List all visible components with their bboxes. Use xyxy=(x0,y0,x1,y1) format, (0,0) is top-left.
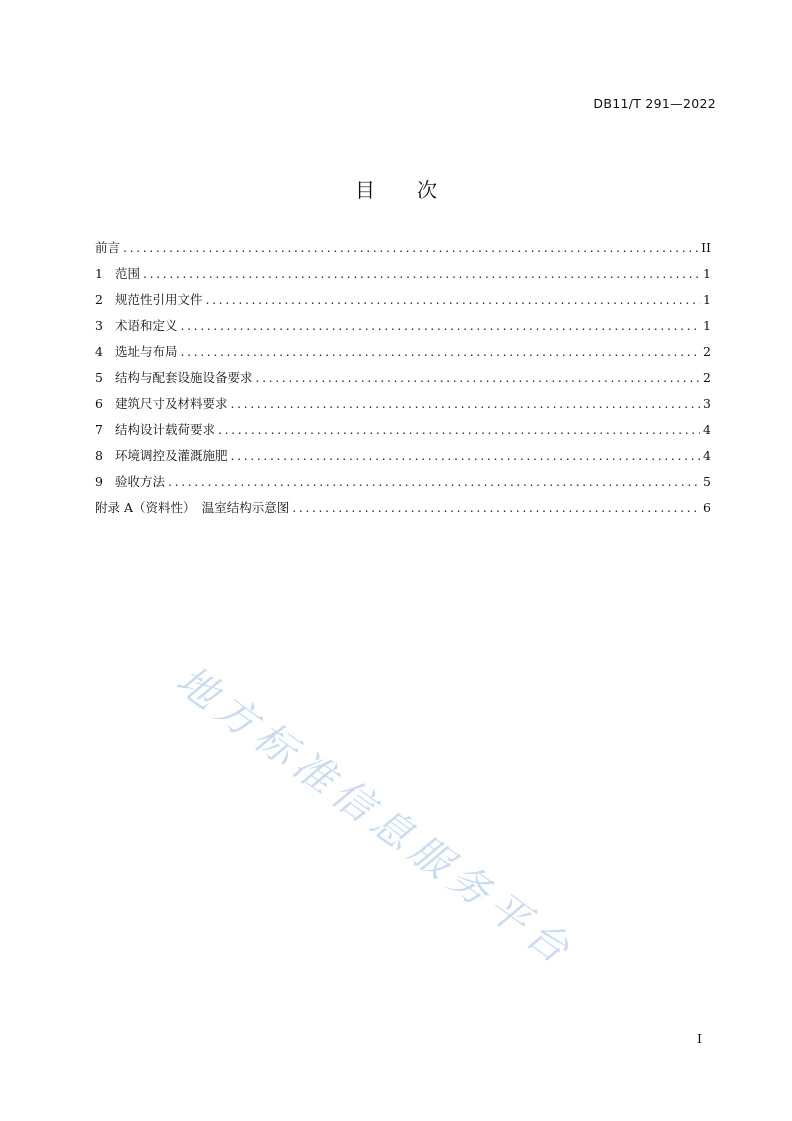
toc-row-3[interactable] xyxy=(95,316,711,342)
toc-row-4[interactable] xyxy=(95,342,711,368)
toc-leader-dots xyxy=(181,318,700,333)
toc-row-appendix-a[interactable] xyxy=(95,498,711,524)
toc-num: 7 xyxy=(95,422,103,437)
toc-leader-dots xyxy=(231,448,700,463)
toc-label xyxy=(95,420,215,438)
toc-label-text: 验收方法 xyxy=(115,474,166,489)
toc-row-7[interactable] xyxy=(95,420,711,446)
toc-label-text: 范围 xyxy=(115,266,141,281)
toc-page: 1 xyxy=(703,318,711,333)
toc-row-6[interactable] xyxy=(95,394,711,420)
toc-label xyxy=(95,290,203,308)
toc-row-2[interactable] xyxy=(95,290,711,316)
toc-row-8[interactable] xyxy=(95,446,711,472)
toc-label-text: 环境调控及灌溉施肥 xyxy=(115,448,228,463)
toc-leader-dots xyxy=(123,240,698,255)
toc-row-9[interactable] xyxy=(95,472,711,498)
toc-title xyxy=(0,174,792,203)
toc-label xyxy=(95,342,178,360)
toc-num: 1 xyxy=(95,266,103,281)
toc-num: 6 xyxy=(95,396,103,411)
toc-page: 2 xyxy=(703,344,711,359)
toc-page: 5 xyxy=(703,474,711,489)
table-of-contents xyxy=(95,238,711,524)
toc-row-foreword[interactable] xyxy=(95,238,711,264)
toc-label-text: 选址与布局 xyxy=(115,344,178,359)
toc-label-text: 结构设计载荷要求 xyxy=(115,422,216,437)
toc-label xyxy=(95,472,165,490)
toc-num: 2 xyxy=(95,292,103,307)
toc-leader-dots xyxy=(168,474,700,489)
toc-num: 4 xyxy=(95,344,103,359)
toc-page: II xyxy=(701,240,711,255)
watermark: 地方标准信息服务平台 xyxy=(167,657,584,977)
toc-label xyxy=(95,264,140,282)
toc-title-char-1: 目 xyxy=(355,178,375,202)
toc-label: 前言 xyxy=(95,240,121,255)
toc-page: 2 xyxy=(703,370,711,385)
toc-label xyxy=(95,394,228,412)
toc-num: 5 xyxy=(95,370,103,385)
toc-num: 8 xyxy=(95,448,103,463)
toc-page: 1 xyxy=(703,292,711,307)
page-number: I xyxy=(697,1031,702,1046)
toc-row-5[interactable] xyxy=(95,368,711,394)
toc-label-text: 结构与配套设施设备要求 xyxy=(115,370,253,385)
toc-label xyxy=(95,316,178,334)
toc-label-text: 建筑尺寸及材料要求 xyxy=(115,396,228,411)
toc-title-char-2: 次 xyxy=(417,178,437,202)
toc-leader-dots xyxy=(292,500,700,515)
toc-page: 3 xyxy=(703,396,711,411)
toc-num: 9 xyxy=(95,474,103,489)
toc-leader-dots xyxy=(218,422,700,437)
toc-leader-dots xyxy=(256,370,700,385)
toc-label-text: 术语和定义 xyxy=(115,318,178,333)
toc-row-1[interactable] xyxy=(95,264,711,290)
toc-leader-dots xyxy=(181,344,700,359)
toc-page: 1 xyxy=(703,266,711,281)
toc-page: 4 xyxy=(703,422,711,437)
toc-leader-dots xyxy=(231,396,700,411)
toc-num: 3 xyxy=(95,318,103,333)
toc-label xyxy=(95,446,228,464)
toc-label: 附录 A（资料性） 温室结构示意图 xyxy=(95,500,290,515)
toc-leader-dots xyxy=(143,266,700,281)
toc-label xyxy=(95,368,253,386)
toc-label-text: 规范性引用文件 xyxy=(115,292,203,307)
toc-page: 4 xyxy=(703,448,711,463)
document-code: DB11/T 291—2022 xyxy=(593,96,716,111)
toc-page: 6 xyxy=(703,500,711,515)
toc-leader-dots xyxy=(206,292,700,307)
